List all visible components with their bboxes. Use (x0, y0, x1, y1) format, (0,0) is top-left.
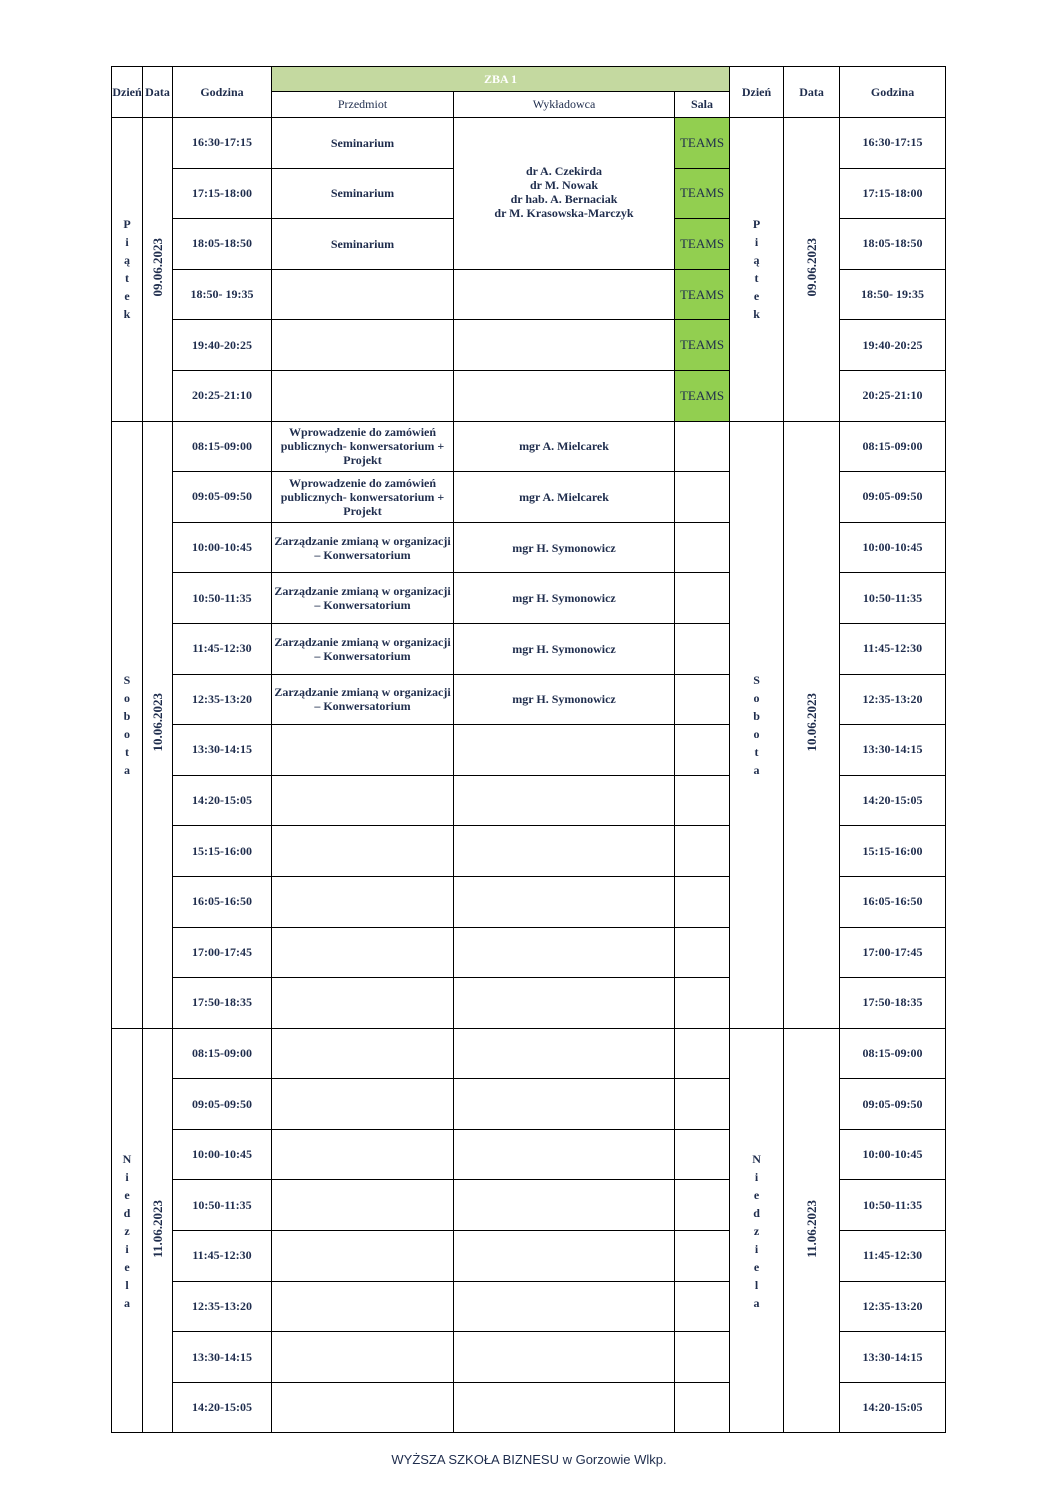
lecturer-cell (454, 876, 675, 927)
lecturer-cell (454, 1028, 675, 1079)
lecturer-cell: mgr H. Symonowicz (454, 522, 675, 573)
time-cell: 12:35-13:20 (173, 1281, 272, 1332)
day-letters: S o b o t a (753, 672, 760, 777)
time-cell: 20:25-21:10 (173, 370, 272, 421)
subject-cell (272, 320, 454, 371)
lecturer-cell (454, 1281, 675, 1332)
room-cell: TEAMS (675, 219, 730, 270)
time-cell: 16:05-16:50 (840, 876, 946, 927)
time-cell: 10:00-10:45 (840, 522, 946, 573)
room-cell (675, 826, 730, 877)
day-name-right (730, 118, 784, 422)
subject-cell: Seminarium (272, 168, 454, 219)
time-cell: 10:50-11:35 (840, 573, 946, 624)
time-cell: 09:05-09:50 (840, 472, 946, 523)
time-cell: 20:25-21:10 (840, 370, 946, 421)
time-cell: 08:15-09:00 (840, 421, 946, 472)
subject-cell (272, 725, 454, 776)
room-cell (675, 421, 730, 472)
subject-cell (272, 1129, 454, 1180)
subject-cell (272, 826, 454, 877)
header-wykladowca: Wykładowca (454, 92, 675, 118)
subject-cell: Zarządzanie zmianą w organizacji – Konwersatorium (272, 674, 454, 725)
room-cell (675, 978, 730, 1029)
time-cell: 12:35-13:20 (840, 1281, 946, 1332)
day-name-right (730, 1028, 784, 1433)
subject-cell (272, 927, 454, 978)
subject-cell (272, 370, 454, 421)
lecturer-cell: mgr A. Mielcarek (454, 421, 675, 472)
subject-cell (272, 1079, 454, 1130)
subject-cell (272, 876, 454, 927)
time-cell: 18:05-18:50 (173, 219, 272, 270)
time-cell: 10:00-10:45 (840, 1129, 946, 1180)
subject-cell (272, 1028, 454, 1079)
room-cell (675, 674, 730, 725)
time-cell: 08:15-09:00 (173, 421, 272, 472)
subject-cell (272, 775, 454, 826)
subject-cell (272, 1281, 454, 1332)
room-cell: TEAMS (675, 168, 730, 219)
time-cell: 08:15-09:00 (173, 1028, 272, 1079)
schedule-body (112, 118, 946, 1433)
time-cell: 08:15-09:00 (840, 1028, 946, 1079)
room-cell (675, 1028, 730, 1079)
day-name-left (112, 421, 143, 1028)
time-cell: 13:30-14:15 (173, 725, 272, 776)
room-cell (675, 522, 730, 573)
lecturer-name: dr hab. A. Bernaciak (510, 192, 618, 206)
header-data-right: Data (784, 67, 840, 118)
day-date-right (784, 1028, 840, 1433)
time-cell: 14:20-15:05 (840, 1382, 946, 1433)
header-godzina-left: Godzina (173, 67, 272, 118)
day-letters: N i e d z i e l a (752, 1151, 761, 1310)
time-cell: 13:30-14:15 (840, 725, 946, 776)
table-row (112, 118, 946, 169)
room-cell (675, 1231, 730, 1282)
time-cell: 13:30-14:15 (840, 1332, 946, 1383)
room-cell (675, 725, 730, 776)
lecturer-name: dr M. Nowak (529, 178, 599, 192)
time-cell: 17:50-18:35 (840, 978, 946, 1029)
room-cell (675, 623, 730, 674)
day-name-left (112, 118, 143, 422)
room-cell (675, 1332, 730, 1383)
header-data-left: Data (143, 67, 173, 118)
group-header: ZBA 1 (272, 67, 730, 92)
subject-cell: Zarządzanie zmianą w organizacji – Konwersatorium (272, 573, 454, 624)
room-cell: TEAMS (675, 320, 730, 371)
time-cell: 16:05-16:50 (173, 876, 272, 927)
time-cell: 09:05-09:50 (173, 1079, 272, 1130)
room-cell (675, 876, 730, 927)
subject-cell: Zarządzanie zmianą w organizacji – Konwersatorium (272, 522, 454, 573)
time-cell: 15:15-16:00 (173, 826, 272, 877)
lecturer-cell (454, 927, 675, 978)
date-label: 09.06.2023 (803, 238, 819, 297)
time-cell: 14:20-15:05 (173, 775, 272, 826)
time-cell: 11:45-12:30 (173, 1231, 272, 1282)
time-cell: 19:40-20:25 (173, 320, 272, 371)
lecturer-cell (454, 1382, 675, 1433)
date-label: 10.06.2023 (803, 693, 819, 752)
room-cell (675, 927, 730, 978)
lecturer-cell (454, 775, 675, 826)
subject-cell (272, 1382, 454, 1433)
time-cell: 15:15-16:00 (840, 826, 946, 877)
subject-cell (272, 269, 454, 320)
day-name-right (730, 421, 784, 1028)
time-cell: 17:00-17:45 (840, 927, 946, 978)
header-dzien-right: Dzień (730, 67, 784, 118)
time-cell: 12:35-13:20 (173, 674, 272, 725)
date-label: 09.06.2023 (149, 238, 165, 297)
header-sala: Sala (675, 92, 730, 118)
subject-cell: Zarządzanie zmianą w organizacji – Konwersatorium (272, 623, 454, 674)
time-cell: 14:20-15:05 (173, 1382, 272, 1433)
subject-cell: Seminarium (272, 219, 454, 270)
time-cell: 18:05-18:50 (840, 219, 946, 270)
time-cell: 18:50- 19:35 (840, 269, 946, 320)
day-date-left (143, 118, 173, 422)
time-cell: 09:05-09:50 (173, 472, 272, 523)
time-cell: 12:35-13:20 (840, 674, 946, 725)
lecturer-cell (454, 269, 675, 320)
time-cell: 10:00-10:45 (173, 1129, 272, 1180)
day-date-left (143, 1028, 173, 1433)
day-date-right (784, 118, 840, 422)
lecturer-name: dr M. Krasowska-Marczyk (494, 206, 634, 220)
room-cell (675, 1079, 730, 1130)
time-cell: 11:45-12:30 (840, 1231, 946, 1282)
lecturer-cell: mgr A. Mielcarek (454, 472, 675, 523)
subject-cell (272, 1180, 454, 1231)
subject-cell (272, 1332, 454, 1383)
lecturer-cell (454, 725, 675, 776)
time-cell: 16:30-17:15 (840, 118, 946, 169)
time-cell: 17:15-18:00 (173, 168, 272, 219)
time-cell: 17:00-17:45 (173, 927, 272, 978)
time-cell: 14:20-15:05 (840, 775, 946, 826)
time-cell: 17:15-18:00 (840, 168, 946, 219)
lecturer-cell: mgr H. Symonowicz (454, 674, 675, 725)
table-row (112, 1028, 946, 1079)
day-letters: N i e d z i e l a (122, 1151, 132, 1310)
room-cell: TEAMS (675, 118, 730, 169)
day-letters: P i ą t e k (123, 217, 131, 322)
lecturer-cell: mgr H. Symonowicz (454, 573, 675, 624)
day-date-right (784, 421, 840, 1028)
header-dzien-left: Dzień (112, 67, 143, 118)
subject-cell: Wprowadzenie do zamówień publicznych- konwersatorium + Projekt (272, 472, 454, 523)
date-label: 11.06.2023 (803, 1199, 819, 1258)
lecturer-cell (454, 1079, 675, 1130)
subject-cell (272, 1231, 454, 1282)
time-cell: 19:40-20:25 (840, 320, 946, 371)
lecturer-cell (454, 1332, 675, 1383)
room-cell (675, 472, 730, 523)
time-cell: 10:50-11:35 (173, 1180, 272, 1231)
schedule-table (111, 66, 946, 1433)
footer-school-name: WYŻSZA SZKOŁA BIZNESU w Gorzowie Wlkp. (391, 1452, 667, 1467)
lecturer-cell (454, 826, 675, 877)
day-letters: P i ą t e k (752, 217, 761, 322)
lecturer-cell (454, 978, 675, 1029)
room-cell: TEAMS (675, 269, 730, 320)
lecturer-cell (454, 1180, 675, 1231)
room-cell (675, 1382, 730, 1433)
time-cell: 10:50-11:35 (173, 573, 272, 624)
time-cell: 10:00-10:45 (173, 522, 272, 573)
room-cell (675, 1129, 730, 1180)
time-cell: 13:30-14:15 (173, 1332, 272, 1383)
time-cell: 17:50-18:35 (173, 978, 272, 1029)
day-name-left (112, 1028, 143, 1433)
header-przedmiot: Przedmiot (272, 92, 454, 118)
lecturer-cell (454, 118, 675, 270)
subject-cell (272, 978, 454, 1029)
lecturer-cell (454, 320, 675, 371)
table-row (112, 421, 946, 472)
time-cell: 09:05-09:50 (840, 1079, 946, 1130)
time-cell: 16:30-17:15 (173, 118, 272, 169)
subject-cell: Wprowadzenie do zamówień publicznych- konwersatorium + Projekt (272, 421, 454, 472)
time-cell: 18:50- 19:35 (173, 269, 272, 320)
lecturer-name: dr A. Czekirda (525, 164, 603, 178)
time-cell: 11:45-12:30 (840, 623, 946, 674)
lecturer-cell: mgr H. Symonowicz (454, 623, 675, 674)
room-cell (675, 1281, 730, 1332)
room-cell (675, 775, 730, 826)
room-cell (675, 573, 730, 624)
lecturer-cell (454, 1129, 675, 1180)
lecturer-cell (454, 370, 675, 421)
day-date-left (143, 421, 173, 1028)
lecturer-cell (454, 1231, 675, 1282)
room-cell (675, 1180, 730, 1231)
day-letters: S o b o t a (123, 672, 131, 777)
date-label: 10.06.2023 (149, 693, 165, 752)
subject-cell: Seminarium (272, 118, 454, 169)
time-cell: 11:45-12:30 (173, 623, 272, 674)
time-cell: 10:50-11:35 (840, 1180, 946, 1231)
date-label: 11.06.2023 (149, 1199, 165, 1258)
room-cell: TEAMS (675, 370, 730, 421)
header-godzina-right: Godzina (840, 67, 946, 118)
